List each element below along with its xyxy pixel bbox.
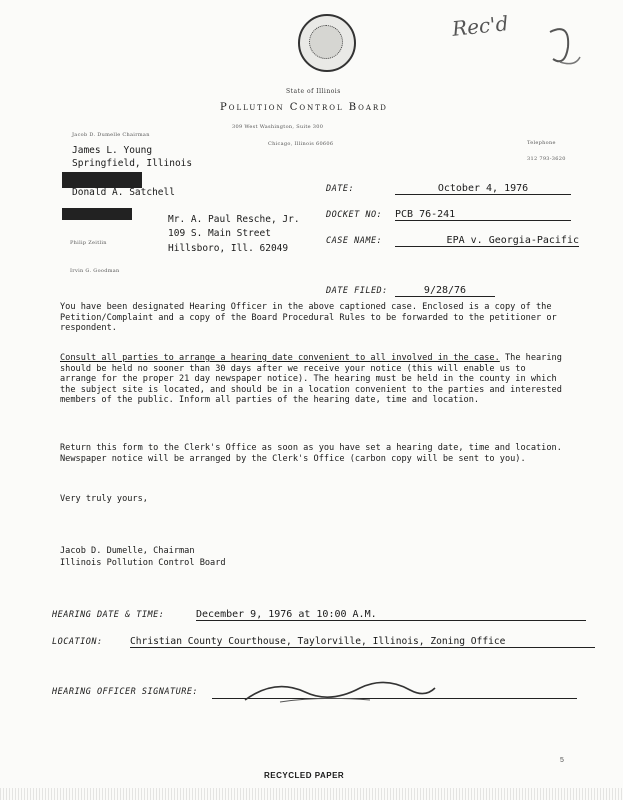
paragraph-return: Return this form to the Clerk's Office as soon as you have set a hearing date, time and location. Newspaper notice will be arranged by the Clerk's Office (carbon copy will be sent to you). [60, 443, 562, 464]
paragraph-designation: You have been designated Hearing Officer in the above captioned case. Enclosed is a copy of the Petition/Complaint and a copy of the Board Procedural Rules to be forwarded to the petitioner or respondent. [60, 302, 557, 333]
signatory-name: Jacob D. Dumelle, Chairman [60, 546, 195, 556]
signatory-org: Illinois Pollution Control Board [60, 558, 226, 568]
date-value: October 4, 1976 [395, 183, 571, 195]
hearing-datetime-label: HEARING DATE & TIME: [52, 610, 165, 620]
member-zeitlin: Philip Zeitlin [70, 240, 107, 246]
case-label: CASE NAME: [326, 236, 383, 246]
redaction-bar-1 [62, 172, 142, 188]
date-label: DATE: [326, 184, 355, 194]
letterhead-phone: 312 793-3620 [527, 156, 566, 162]
letterhead-state: State of Illinois [286, 88, 341, 95]
location-value: Christian County Courthouse, Taylorville, Illinois, Zoning Office [130, 636, 595, 648]
handwritten-scribble [440, 12, 590, 82]
member-young: James L. Young [72, 145, 153, 156]
letterhead-address: 309 West Washington, Suite 300 [232, 124, 324, 130]
addressee-name: Mr. A. Paul Resche, Jr. [168, 214, 300, 225]
letterhead-city: Chicago, Illinois 60606 [268, 141, 334, 147]
letterhead-board: Pollution Control Board [220, 102, 388, 113]
letterhead-phone-label: Telephone [527, 140, 556, 146]
state-seal [298, 14, 356, 72]
instructions-lead: Consult all parties to arrange a hearing date convenient to all involved in the case. [60, 353, 500, 363]
member-satchell: Donald A. Satchell [72, 187, 175, 198]
page-mark: 5 [560, 757, 564, 764]
filed-label: DATE FILED: [326, 286, 388, 296]
member-springfield: Springfield, Illinois [72, 158, 193, 169]
addressee-city: Hillsboro, Ill. 62049 [168, 243, 289, 254]
redaction-bar-2 [62, 208, 132, 220]
docket-label: DOCKET NO: [326, 210, 383, 220]
recycled-paper-note: RECYCLED PAPER [264, 771, 345, 780]
member-chairman: Jacob D. Dumelle Chairman [72, 132, 150, 138]
case-value: EPA v. Georgia-Pacific [395, 235, 579, 247]
handwritten-note: Rec'd [450, 11, 510, 41]
hearing-datetime-value: December 9, 1976 at 10:00 A.M. [196, 609, 586, 621]
docket-value: PCB 76-241 [395, 209, 571, 221]
instructions-rest: The hearing should be held no sooner than 30 days after we receive your notice (this will enable us to arrange for the proper 21 day newspaper notice). The hearing must be held in the county in which the subject site is located, and should be in a location convenient to the parties and interested members of the public. Inform all parties of the hearing date, time and location. [60, 353, 562, 405]
filed-value: 9/28/76 [395, 285, 495, 297]
location-label: LOCATION: [52, 637, 103, 647]
paragraph-instructions [60, 353, 565, 406]
handwritten-signature [240, 672, 440, 712]
signature-label: HEARING OFFICER SIGNATURE: [52, 687, 199, 697]
scan-noise [0, 788, 623, 800]
member-goodman: Irvin G. Goodman [70, 268, 120, 274]
addressee-street: 109 S. Main Street [168, 228, 271, 239]
closing: Very truly yours, [60, 494, 148, 504]
